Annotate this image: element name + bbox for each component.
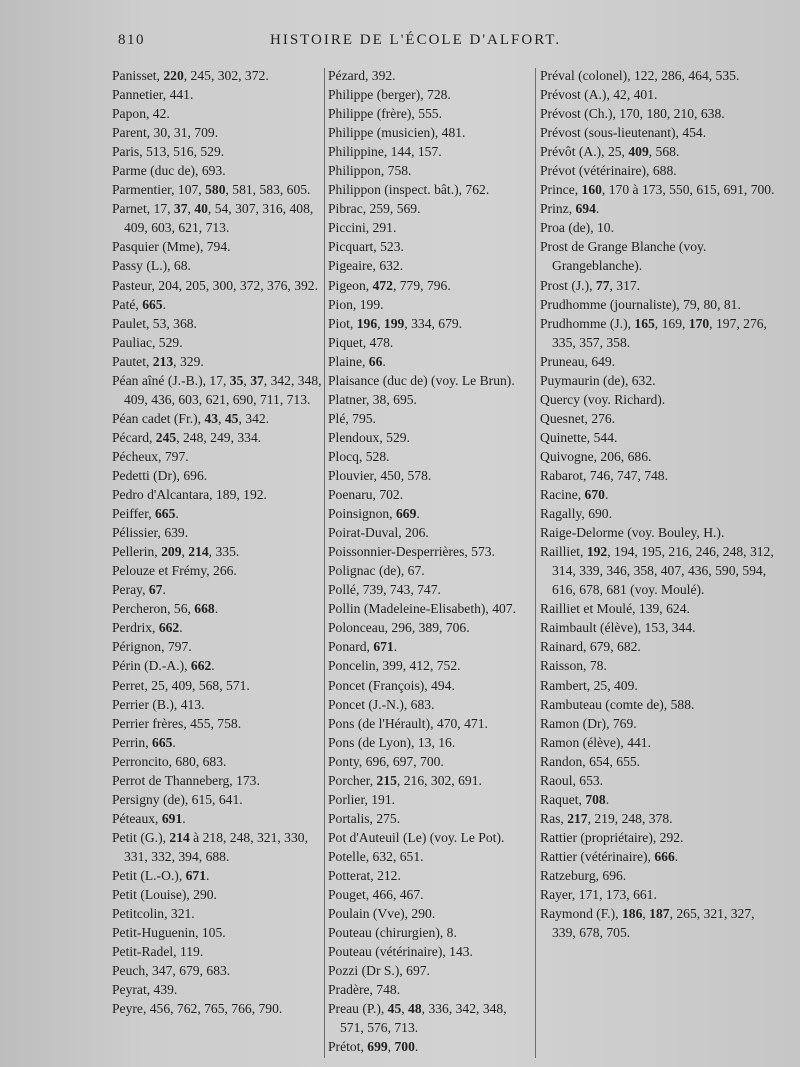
index-entry: Pélissier, 639. [112,525,189,541]
index-entry: Perdrix, 662. [112,620,183,636]
column-divider [535,68,536,1058]
index-entry: Pigeon, 472, 779, 796. [328,277,451,293]
index-entry: Rabarot, 746, 747, 748. [540,467,668,483]
index-entry: Piccini, 291. [328,220,397,236]
index-entry: Polonceau, 296, 389, 706. [328,620,470,636]
index-column-1 [112,66,324,1018]
index-entry: Petit-Radel, 119. [112,944,204,960]
index-entry: Railliet et Moulé, 139, 624. [540,601,690,617]
index-entry: Prévôt (A.), 25, 409, 568. [540,144,680,160]
index-entry: Piquet, 478. [328,334,394,350]
index-entry: Pouget, 466, 467. [328,887,424,903]
index-entry: Pézard, 392. [328,68,396,83]
index-entry: Périn (D.-A.), 662. [112,658,215,674]
page-header [118,32,768,58]
index-entry: Quercy (voy. Richard). [540,391,666,407]
index-entry: Péan aîné (J.-B.), 17, 35, 37, 342, 348, 409, 436, 603, 621, 690, 711, 713. [112,372,322,407]
index-entry: Peiffer, 665. [112,506,179,522]
index-entry: Petitcolin, 321. [112,906,195,922]
index-entry: Prinz, 694. [540,201,600,217]
index-entry: Perroncito, 680, 683. [112,753,227,769]
index-entry: Rayer, 171, 173, 661. [540,887,657,903]
index-entry: Preau (P.), 45, 48, 336, 342, 348, 571, 576, 713. [328,1001,507,1036]
index-entry: Quesnet, 276. [540,410,616,426]
index-entry: Porcher, 215, 216, 302, 691. [328,772,482,788]
index-entry: Plaisance (duc de) (voy. Le Brun). [328,372,515,388]
index-entry: Pigeaire, 632. [328,258,404,274]
index-entry: Pollin (Madeleine-Elisabeth), 407. [328,601,517,617]
index-entry: Peuch, 347, 679, 683. [112,963,231,979]
index-entry: Pautet, 213, 329. [112,353,204,369]
index-entry: Peyre, 456, 762, 765, 766, 790. [112,1001,283,1017]
index-entry: Plouvier, 450, 578. [328,467,432,483]
index-entry: Philippon (inspect. bât.), 762. [328,182,490,198]
index-entry: Ratzeburg, 696. [540,867,627,883]
index-entry: Raymond (F.), 186, 187, 265, 321, 327, 339, 678, 705. [540,906,755,941]
index-entry: Pannetier, 441. [112,87,194,103]
index-entry: Pons (de Lyon), 13, 16. [328,734,456,750]
index-entry: Poulain (Vve), 290. [328,906,436,922]
running-title: HISTOIRE DE L'ÉCOLE D'ALFORT. [270,32,562,48]
index-entry: Pécard, 245, 248, 249, 334. [112,429,262,445]
index-entry: Perrier frères, 455, 758. [112,715,242,731]
index-entry: Pollé, 739, 743, 747. [328,582,441,598]
index-entry: Poinsignon, 669. [328,506,420,522]
index-entry: Petit (L.-O.), 671. [112,867,210,883]
index-entry: Pibrac, 259, 569. [328,201,421,217]
index-entry: Péan cadet (Fr.), 43, 45, 342. [112,410,270,426]
index-entry: Prost de Grange Blanche (voy. Grangeblanche). [540,239,707,274]
index-entry: Poncet (J.-N.), 683. [328,696,435,712]
index-entry: Philippe (frère), 555. [328,106,443,122]
index-entry: Ragally, 690. [540,506,612,522]
index-entry: Quinette, 544. [540,429,618,445]
index-entry: Pérignon, 797. [112,639,192,655]
index-column-3 [540,66,776,942]
index-entry: Plendoux, 529. [328,429,410,445]
column-divider [324,68,325,1058]
index-entry: Perret, 25, 409, 568, 571. [112,677,250,693]
index-entry: Pozzi (Dr S.), 697. [328,963,430,979]
index-entry: Parmentier, 107, 580, 581, 583, 605. [112,182,311,198]
index-entry: Piot, 196, 199, 334, 679. [328,315,463,331]
index-entry: Puymaurin (de), 632. [540,372,656,388]
index-entry: Randon, 654, 655. [540,753,641,769]
index-entry: Petit (G.), 214 à 218, 248, 321, 330, 331, 332, 394, 688. [112,829,308,864]
index-entry: Pradère, 748. [328,982,401,998]
index-entry: Perrier (B.), 413. [112,696,205,712]
index-entry: Peyrat, 439. [112,982,178,998]
index-entry: Rambuteau (comte de), 588. [540,696,695,712]
index-entry: Potterat, 212. [328,867,401,883]
index-entry: Passy (L.), 68. [112,258,191,274]
index-entry: Prévost (Ch.), 170, 180, 210, 638. [540,106,725,122]
index-entry: Paté, 665. [112,296,166,312]
index-entry: Plaine, 66. [328,353,386,369]
index-column-2 [328,66,532,1056]
index-entry: Ponard, 671. [328,639,398,655]
index-entry: Rambert, 25, 409. [540,677,638,693]
index-entry: Parnet, 17, 37, 40, 54, 307, 316, 408, 409, 603, 621, 713. [112,201,314,236]
index-entry: Pedro d'Alcantara, 189, 192. [112,487,267,503]
index-entry: Prost (J.), 77, 317. [540,277,641,293]
index-entry: Persigny (de), 615, 641. [112,791,243,807]
index-entry: Petit-Huguenin, 105. [112,925,226,941]
index-entry: Raige-Delorme (voy. Bouley, H.). [540,525,725,541]
index-entry: Papon, 42. [112,106,170,122]
page-number: 810 [118,32,145,48]
index-entry: Pauliac, 529. [112,334,183,350]
index-entry: Raoul, 653. [540,772,604,788]
index-entry: Ramon (élève), 441. [540,734,651,750]
index-entry: Paris, 513, 516, 529. [112,144,225,160]
index-entry: Rattier (vétérinaire), 666. [540,848,679,864]
index-entry: Panisset, 220, 245, 302, 372. [112,68,269,83]
index-entry: Pelouze et Frémy, 266. [112,563,237,579]
index-entry: Rainard, 679, 682. [540,639,641,655]
index-entry: Porlier, 191. [328,791,396,807]
index-entry: Prévost (A.), 42, 401. [540,87,658,103]
index-entry: Pons (de l'Hérault), 470, 471. [328,715,488,731]
index-entry: Rattier (propriétaire), 292. [540,829,684,845]
index-entry: Paulet, 53, 368. [112,315,197,331]
index-entry: Peray, 67. [112,582,166,598]
index-entry: Prévot (vétérinaire), 688. [540,163,677,179]
index-entry: Proa (de), 10. [540,220,614,236]
index-entry: Préval (colonel), 122, 286, 464, 535. [540,68,740,83]
index-entry: Raimbault (élève), 153, 344. [540,620,696,636]
index-entry: Pellerin, 209, 214, 335. [112,544,240,560]
index-entry: Poncet (François), 494. [328,677,455,693]
index-entry: Picquart, 523. [328,239,404,255]
index-entry: Portalis, 275. [328,810,401,826]
index-entry: Poncelin, 399, 412, 752. [328,658,461,674]
index-entry: Prévost (sous-lieutenant), 454. [540,125,707,141]
index-entry: Polignac (de), 67. [328,563,425,579]
index-entry: Raisson, 78. [540,658,607,674]
index-entry: Philippon, 758. [328,163,412,179]
index-entry: Pedetti (Dr), 696. [112,467,208,483]
index-entry: Plé, 795. [328,410,376,426]
index-entry: Raquet, 708. [540,791,610,807]
index-entry: Parent, 30, 31, 709. [112,125,219,141]
index-entry: Petit (Louise), 290. [112,887,217,903]
index-entry: Prétot, 699, 700. [328,1039,419,1055]
index-entry: Prince, 160, 170 à 173, 550, 615, 691, 700. [540,182,775,198]
index-entry: Potelle, 632, 651. [328,848,424,864]
index-entry: Parme (duc de), 693. [112,163,226,179]
index-entry: Pouteau (vétérinaire), 143. [328,944,473,960]
index-entry: Plocq, 528. [328,448,390,464]
index-entry: Prudhomme (J.), 165, 169, 170, 197, 276, 335, 357, 358. [540,315,767,350]
index-entry: Pouteau (chirurgien), 8. [328,925,457,941]
index-entry: Pot d'Auteuil (Le) (voy. Le Pot). [328,829,505,845]
index-entry: Pasteur, 204, 205, 300, 372, 376, 392. [112,277,318,293]
index-entry: Philippe (musicien), 481. [328,125,466,141]
index-entry: Quivogne, 206, 686. [540,448,652,464]
index-entry: Perrin, 665. [112,734,176,750]
index-entry: Poirat-Duval, 206. [328,525,429,541]
index-entry: Platner, 38, 695. [328,391,417,407]
index-entry: Prudhomme (journaliste), 79, 80, 81. [540,296,741,312]
index-entry: Pécheux, 797. [112,448,189,464]
index-entry: Ponty, 696, 697, 700. [328,753,444,769]
index-entry: Ras, 217, 219, 248, 378. [540,810,673,826]
index-entry: Racine, 670. [540,487,609,503]
index-entry: Ramon (Dr), 769. [540,715,637,731]
index-entry: Perrot de Thanneberg, 173. [112,772,260,788]
index-entry: Railliet, 192, 194, 195, 216, 246, 248, 312, 314, 339, 346, 358, 407, 436, 590, 594, 616, 678, 681 (voy. Moulé). [540,544,774,598]
index-entry: Poenaru, 702. [328,487,404,503]
index-entry: Percheron, 56, 668. [112,601,219,617]
index-entry: Péteaux, 691. [112,810,186,826]
index-entry: Philippe (berger), 728. [328,87,451,103]
index-entry: Pruneau, 649. [540,353,616,369]
index-entry: Pion, 199. [328,296,384,312]
index-entry: Pasquier (Mme), 794. [112,239,231,255]
index-entry: Philippine, 144, 157. [328,144,442,160]
index-entry: Poissonnier-Desperrières, 573. [328,544,495,560]
